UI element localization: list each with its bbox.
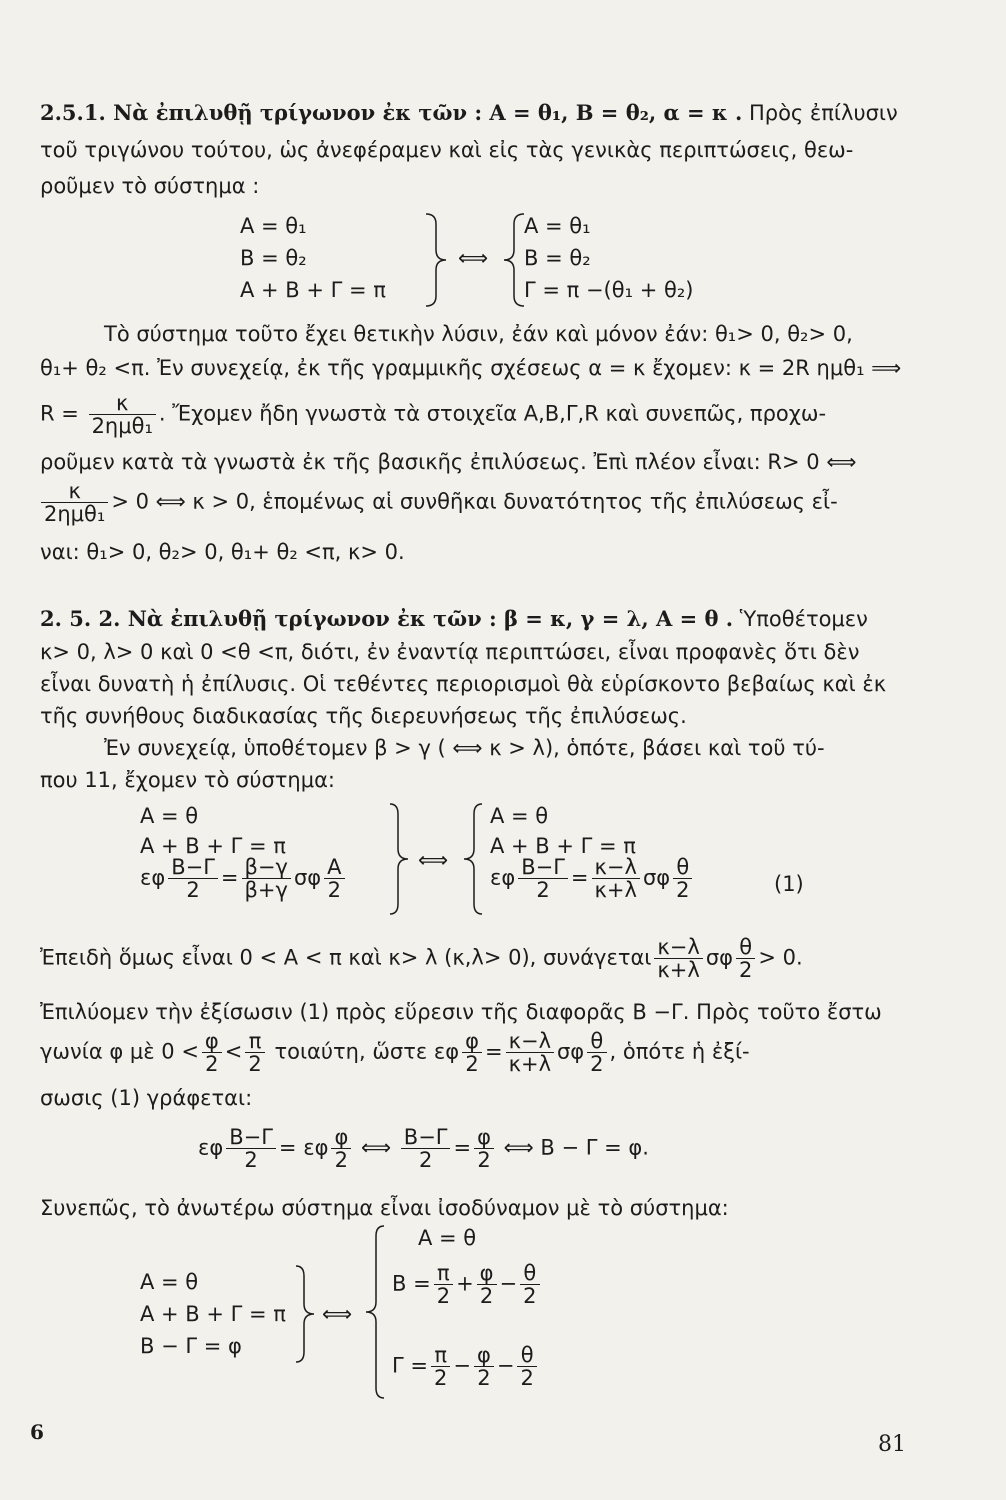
equivalence-arrow: ⟺ [458, 246, 489, 270]
right-brace [422, 210, 452, 310]
epeidi-line: Ἐπειδὴ ὅμως εἶναι 0 < Α < π καὶ κ> λ (κ,λ> 0), συνάγεται $\frac{\kappa-\lambda}{\kappa+\lambda}$ σφ $\frac{\theta}{2}$ > 0. [40, 935, 803, 983]
left-brace [460, 800, 486, 918]
system-2-right-row: Α = θ [490, 804, 549, 828]
text-line: που 11, ἔχομεν τὸ σύστημα: [40, 768, 336, 792]
text-line: Ἐν συνεχείᾳ, ὑποθέτομεν β > γ ( ⟺ κ > λ), ὁπότε, βάσει καὶ τοῦ τύ- [104, 736, 825, 760]
section-2-5-2-heading: 2. 5. 2. Νὰ ἐπιλυθῇ τρίγωνον ἐκ τῶν : β = κ, γ = λ, Α = θ . Ὑποθέτομεν [40, 606, 868, 631]
system-2-left-row: Α = θ [140, 804, 199, 828]
system-3-right-B: Β = $\frac{\pi}{2}$ + $\frac{\varphi}{2}$ − $\frac{\theta}{2}$ [392, 1262, 543, 1307]
system-1-left-row: Α + Β + Γ = π [240, 278, 386, 302]
text-line: τοῦ τριγώνου τούτου, ὡς ἀνεφέραμεν καὶ εἰς τὰς γενικὰς περιπτώσεις, θεω- [40, 138, 854, 162]
text-line: θ₁+ θ₂ <π. Ἐν συνεχείᾳ, ἐκ τῆς γραμμικῆς σχέσεως α = κ ἔχομεν: κ = 2R ημθ₁ ⟹ [40, 356, 902, 380]
system-3-left-row: Α + Β + Γ = π [140, 1302, 286, 1326]
system-1-left-row: Β = θ₂ [240, 246, 307, 270]
right-brace [292, 1262, 318, 1366]
R-formula-line: R = $\frac{\kappa}{\text{2ημθ₁}}$ . Ἔχομεν ἤδη γνωστὰ τὰ στοιχεῖα Α,Β,Γ,R καὶ συνεπῶς, προχω- [40, 391, 827, 439]
text-line: κ> 0, λ> 0 καὶ 0 <θ <π, διότι, ἐν ἐναντίᾳ περιπτώσει, εἶναι προφανὲς ὅτι δὲν [40, 640, 860, 664]
equivalence-chain: εφ $\frac{B-\Gamma}{2}$ = εφ $\frac{\varphi}{2}$ ⟺ $\frac{B-\Gamma}{2}$ = $\frac{\varphi}{2}$ ⟺ Β − Γ = φ. [198, 1125, 649, 1173]
right-brace [386, 800, 412, 918]
system-3-left-row: Α = θ [140, 1270, 199, 1294]
system-3-right-row: Α = θ [418, 1226, 477, 1250]
text-line: Ἐπιλύομεν τὴν ἐξίσωσιν (1) πρὸς εὕρεσιν τῆς διαφορᾶς Β −Γ. Πρὸς τοῦτο ἔστω [40, 1000, 882, 1024]
text-line: ναι: θ₁> 0, θ₂> 0, θ₁+ θ₂ <π, κ> 0. [40, 540, 405, 564]
system-1-left-row: Α = θ₁ [240, 214, 307, 238]
text-line: σωσις (1) γράφεται: [40, 1086, 253, 1110]
system-1-right-row: Α = θ₁ [524, 214, 591, 238]
equation-label: (1) [774, 872, 804, 896]
system-2-left-row: Α + Β + Γ = π [140, 834, 286, 858]
condition-line: $\frac{\kappa}{\text{2ημθ₁}}$ > 0 ⟺ κ > 0, ἑπομένως αἱ συνθῆκαι δυνατότητος τῆς ἐπιλύσεως εἶ- [38, 480, 838, 525]
section-2-5-1-heading: 2.5.1. Νὰ ἐπιλυθῇ τρίγωνον ἐκ τῶν : Α = θ₁, Β = θ₂, α = κ . Πρὸς ἐπίλυσιν [40, 100, 898, 125]
gonia-line: γωνία φ μὲ 0 < $\frac{\varphi}{2}$ < $\frac{\pi}{2}$ τοιαύτη, ὥστε εφ $\frac{\varphi}{2}$ = $\frac{\kappa-\lambda}{\kappa+\lambda}$ σφ $\frac{\theta}{2}$ , ὁπότε ἡ ἐξί- [40, 1029, 750, 1077]
system-1-right-row: Γ = π −(θ₁ + θ₂) [524, 278, 694, 302]
system-2-right-row: Α + Β + Γ = π [490, 834, 636, 858]
equivalence-arrow: ⟺ [418, 848, 449, 872]
system-1-right-row: Β = θ₂ [524, 246, 591, 270]
text-line: ροῦμεν κατὰ τὰ γνωστὰ ἐκ τῆς βασικῆς ἐπιλύσεως. Ἐπὶ πλέον εἶναι: R> 0 ⟺ [40, 450, 857, 474]
equivalence-arrow: ⟺ [322, 1302, 353, 1326]
system-2-right-eq: εφ $\frac{B-\Gamma}{2}$ = $\frac{\kappa-\lambda}{\kappa+\lambda}$ σφ $\frac{\theta}{2}$ [490, 856, 695, 901]
text-line: τῆς συνήθους διαδικασίας τῆς διερευνήσεως τῆς ἐπιλύσεως. [40, 704, 687, 728]
page-number-left: 6 [30, 1420, 44, 1444]
system-3-right-G: Γ = $\frac{\pi}{2}$ − $\frac{\varphi}{2}$ − $\frac{\theta}{2}$ [392, 1344, 540, 1389]
left-brace [362, 1222, 388, 1402]
text-line: εἶναι δυνατὴ ἡ ἐπίλυσις. Οἱ τεθέντες περιορισμοὶ θὰ εὑρίσκοντο βεβαίως καὶ ἐκ [40, 672, 887, 696]
system-3-left-row: Β − Γ = φ [140, 1334, 242, 1358]
system-2-left-eq: εφ $\frac{B-\Gamma}{2}$ = $\frac{\beta-\gamma}{\beta+\gamma}$ σφ $\frac{A}{2}$ [140, 856, 348, 901]
fraction: $\frac{\kappa}{\text{2ημθ₁}}$ [89, 392, 156, 437]
page-number-right: 81 [878, 1432, 906, 1457]
text-line: Συνεπῶς, τὸ ἀνωτέρω σύστημα εἶναι ἰσοδύναμον μὲ τὸ σύστημα: [40, 1196, 729, 1220]
text-line: Τὸ σύστημα τοῦτο ἔχει θετικὴν λύσιν, ἐάν καὶ μόνον ἐάν: θ₁> 0, θ₂> 0, [104, 322, 853, 346]
text-line: ροῦμεν τὸ σύστημα : [40, 174, 260, 198]
fraction: $\frac{\kappa}{\text{2ημθ₁}}$ [41, 480, 108, 525]
